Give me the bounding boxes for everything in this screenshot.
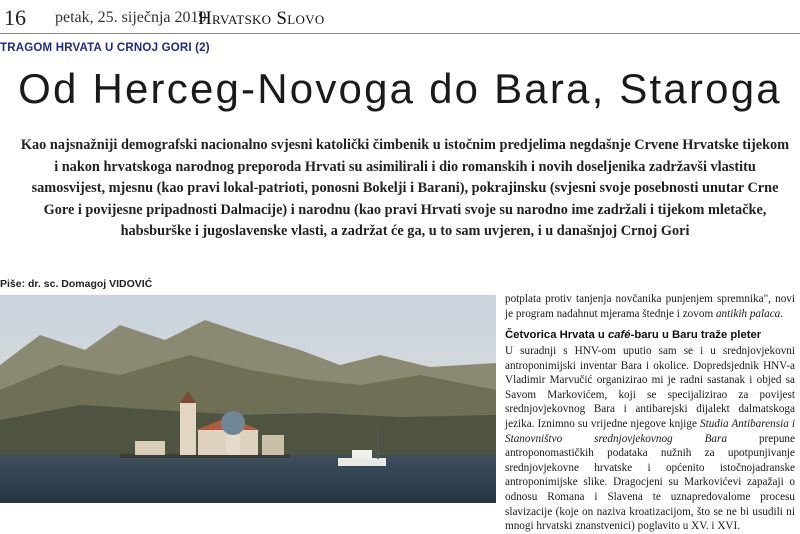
page-header — [0, 0, 800, 34]
issue-date: petak, 25. siječnja 2019. — [55, 9, 211, 26]
byline-surname: VIDOVIĆ — [109, 278, 153, 290]
section-subhead — [505, 329, 795, 341]
subhead-emphasis: café — [607, 329, 631, 341]
masthead: Hrvatsko Slovo — [198, 8, 325, 29]
byline — [0, 278, 152, 290]
article-photo — [0, 295, 496, 503]
page-number: 16 — [4, 5, 26, 30]
column-intro — [505, 292, 795, 321]
body-book-titles: Studia Antibarensia i Stanovništvo srednjovjekovnog Bara — [505, 417, 795, 445]
subhead-text-a: Četvorica Hrvata u — [505, 329, 608, 341]
column-intro-text-b: . — [780, 307, 784, 320]
column-intro-text-a: potplata protiv tanjenja novčanika punjenjem spremnika", novi je program nadahnut mjerama štednje i zovom — [505, 293, 795, 320]
column-intro-emphasis: antikih palaca — [715, 307, 781, 320]
byline-prefix: Piše: dr. sc. Domagoj — [0, 278, 110, 290]
bay-of-kotor-photo — [0, 295, 496, 503]
subhead-text-b: -baru u Baru traže pleter — [630, 329, 762, 341]
headline: Od Herceg-Novoga do Bara, Staroga — [18, 65, 782, 112]
body-text-b: prepune antroponomastičkih podataka nužnih za upotpunjivanje srednjovjekovne hrvatske i općenito istočnojadranske antroponimijske slike. Dragocjeni su Markovićevi zapažaji o odnosu Romana i Slavena te uznapredovalome procesu slavizacije (koje on naziva kroatizacijom, što se ne bi usudili ni mnogi hrvatski znanstvenici) poglavito u XV. i XVI. — [505, 432, 795, 533]
body-text-a: U suradnji s HNV-om uputio sam se i u srednjovjekovni antroponimijski inventar Bara i okolice. Dopredsjednik HNV-a Vladimir Marvučić organizirao mi je radni sastanak i objed sa Savom Markovićem, koji se specijalizirao za povijest srednjovjekovnog Bara i antibarejski dijalekt dalmatskoga jezika. Iznimno su vrijedne njegove knjige — [505, 345, 795, 430]
header-divider — [0, 33, 800, 34]
series-kicker: TRAGOM HRVATA U CRNOJ GORI (2) — [0, 42, 210, 54]
lede: Kao najsnažniji demografski nacionalno svjesni katolički čimbenik u istočnim predjelima negdašnje Crvene Hrvatske tijekom i nakon hrvatskoga narodnog preporoda Hrvati su asimilirali i dio romanskih i novih doseljenika zadržavši vlastitu samosvijest, mjesnu (kao pravi lokal-patrioti, ponosni Bokelji i Barani), pokrajinsku (svjesni svoje posebnosti unutar Crne Gore i povijesne pripadnosti Dalmacije) i narodnu (kao pravi Hrvati svoje su narodno ime zadržali i tijekom mletačke, habsburške i jugoslavenske vlasti, a zadržat će ga, u to sam uvjeren, i u današnjoj Crnoj Gori — [20, 137, 790, 239]
column-body — [505, 344, 795, 534]
